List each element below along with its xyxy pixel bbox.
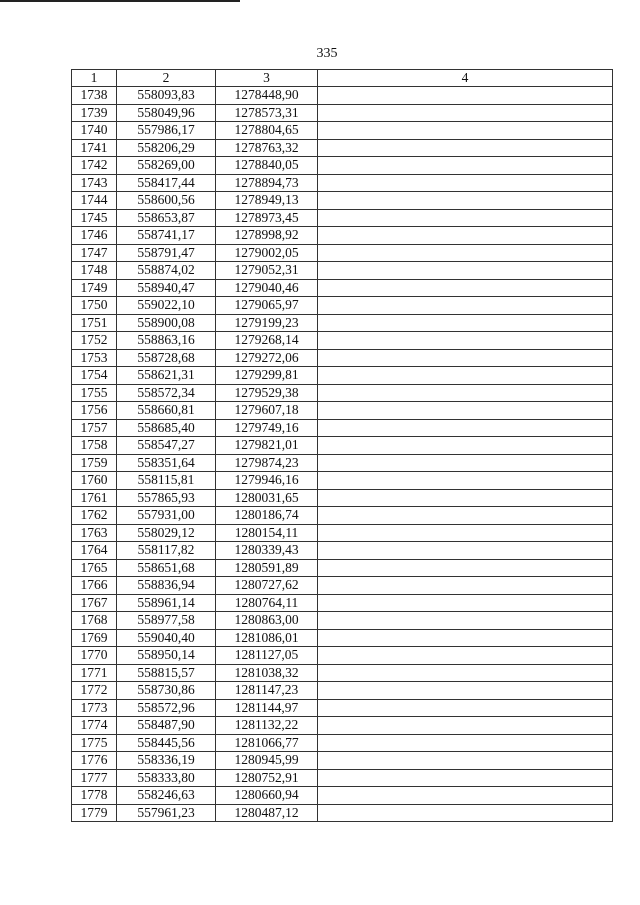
note-cell — [318, 489, 613, 507]
note-cell — [318, 157, 613, 175]
note-cell — [318, 297, 613, 315]
table-row — [72, 419, 613, 437]
column-header-4: 4 — [318, 70, 613, 87]
point-number-cell: 1768 — [72, 612, 117, 630]
note-cell — [318, 577, 613, 595]
note-cell — [318, 752, 613, 770]
point-number-cell: 1743 — [72, 174, 117, 192]
table-row — [72, 594, 613, 612]
table-row — [72, 647, 613, 665]
note-cell — [318, 804, 613, 822]
coordinate-y-cell: 1279002,05 — [216, 244, 318, 262]
table-row — [72, 367, 613, 385]
table-row — [72, 612, 613, 630]
point-number-cell: 1745 — [72, 209, 117, 227]
table-row — [72, 332, 613, 350]
table-row — [72, 769, 613, 787]
coordinate-x-cell: 559040,40 — [117, 629, 216, 647]
coordinate-y-cell: 1280186,74 — [216, 507, 318, 525]
coordinate-y-cell: 1280487,12 — [216, 804, 318, 822]
point-number-cell: 1748 — [72, 262, 117, 280]
note-cell — [318, 367, 613, 385]
note-cell — [318, 332, 613, 350]
point-number-cell: 1774 — [72, 717, 117, 735]
note-cell — [318, 629, 613, 647]
coordinate-x-cell: 558977,58 — [117, 612, 216, 630]
coordinate-y-cell: 1279749,16 — [216, 419, 318, 437]
coordinate-y-cell: 1279821,01 — [216, 437, 318, 455]
column-header-3: 3 — [216, 70, 318, 87]
table-row — [72, 297, 613, 315]
table-row — [72, 717, 613, 735]
coordinate-y-cell: 1281127,05 — [216, 647, 318, 665]
note-cell — [318, 472, 613, 490]
page-number: 335 — [316, 46, 338, 61]
note-cell — [318, 384, 613, 402]
note-cell — [318, 419, 613, 437]
table-row — [72, 542, 613, 560]
coordinate-x-cell: 558728,68 — [117, 349, 216, 367]
note-cell — [318, 104, 613, 122]
coordinate-x-cell: 558961,14 — [117, 594, 216, 612]
note-cell — [318, 769, 613, 787]
coordinate-y-cell: 1281066,77 — [216, 734, 318, 752]
coordinate-x-cell: 558836,94 — [117, 577, 216, 595]
coordinate-y-cell: 1279065,97 — [216, 297, 318, 315]
coordinate-y-cell: 1280863,00 — [216, 612, 318, 630]
table-row — [72, 139, 613, 157]
table-row — [72, 472, 613, 490]
note-cell — [318, 279, 613, 297]
coordinate-x-cell: 558730,86 — [117, 682, 216, 700]
note-cell — [318, 717, 613, 735]
note-cell — [318, 437, 613, 455]
column-header-1: 1 — [72, 70, 117, 87]
point-number-cell: 1772 — [72, 682, 117, 700]
table-row — [72, 664, 613, 682]
coordinate-y-cell: 1279529,38 — [216, 384, 318, 402]
note-cell — [318, 507, 613, 525]
note-cell — [318, 87, 613, 105]
point-number-cell: 1765 — [72, 559, 117, 577]
coordinate-y-cell: 1278998,92 — [216, 227, 318, 245]
table-row — [72, 314, 613, 332]
point-number-cell: 1773 — [72, 699, 117, 717]
table-row — [72, 804, 613, 822]
coordinate-y-cell: 1278840,05 — [216, 157, 318, 175]
table-row — [72, 122, 613, 140]
coordinate-y-cell: 1278448,90 — [216, 87, 318, 105]
coordinate-x-cell: 558572,34 — [117, 384, 216, 402]
coordinate-y-cell: 1280945,99 — [216, 752, 318, 770]
note-cell — [318, 682, 613, 700]
point-number-cell: 1761 — [72, 489, 117, 507]
point-number-cell: 1752 — [72, 332, 117, 350]
table-row — [72, 262, 613, 280]
point-number-cell: 1778 — [72, 787, 117, 805]
top-rule — [0, 0, 240, 2]
table-row — [72, 507, 613, 525]
note-cell — [318, 402, 613, 420]
coordinate-y-cell: 1280154,11 — [216, 524, 318, 542]
note-cell — [318, 244, 613, 262]
coordinate-y-cell: 1280727,62 — [216, 577, 318, 595]
point-number-cell: 1744 — [72, 192, 117, 210]
coordinate-x-cell: 558206,29 — [117, 139, 216, 157]
coordinate-y-cell: 1281147,23 — [216, 682, 318, 700]
coordinate-y-cell: 1278949,13 — [216, 192, 318, 210]
coordinate-y-cell: 1279052,31 — [216, 262, 318, 280]
table-row — [72, 244, 613, 262]
table-row — [72, 349, 613, 367]
coordinate-y-cell: 1279607,18 — [216, 402, 318, 420]
point-number-cell: 1741 — [72, 139, 117, 157]
point-number-cell: 1751 — [72, 314, 117, 332]
column-header-2: 2 — [117, 70, 216, 87]
point-number-cell: 1758 — [72, 437, 117, 455]
coordinate-x-cell: 557931,00 — [117, 507, 216, 525]
coordinate-y-cell: 1279199,23 — [216, 314, 318, 332]
note-cell — [318, 664, 613, 682]
coordinate-y-cell: 1280591,89 — [216, 559, 318, 577]
note-cell — [318, 559, 613, 577]
table-row — [72, 402, 613, 420]
note-cell — [318, 647, 613, 665]
coordinates-table — [71, 69, 613, 822]
coordinate-x-cell: 558029,12 — [117, 524, 216, 542]
table-row — [72, 787, 613, 805]
point-number-cell: 1738 — [72, 87, 117, 105]
table-row — [72, 752, 613, 770]
coordinate-y-cell: 1281038,32 — [216, 664, 318, 682]
table-row — [72, 629, 613, 647]
coordinate-x-cell: 558621,31 — [117, 367, 216, 385]
table-row — [72, 279, 613, 297]
coordinate-y-cell: 1278973,45 — [216, 209, 318, 227]
coordinate-y-cell: 1278763,32 — [216, 139, 318, 157]
coordinate-x-cell: 558900,08 — [117, 314, 216, 332]
table-row — [72, 209, 613, 227]
point-number-cell: 1762 — [72, 507, 117, 525]
coordinate-x-cell: 558049,96 — [117, 104, 216, 122]
note-cell — [318, 734, 613, 752]
coordinate-y-cell: 1280764,11 — [216, 594, 318, 612]
note-cell — [318, 349, 613, 367]
coordinate-x-cell: 558487,90 — [117, 717, 216, 735]
point-number-cell: 1746 — [72, 227, 117, 245]
coordinate-y-cell: 1278573,31 — [216, 104, 318, 122]
coordinate-x-cell: 558351,64 — [117, 454, 216, 472]
point-number-cell: 1775 — [72, 734, 117, 752]
table-row — [72, 559, 613, 577]
coordinate-x-cell: 558269,00 — [117, 157, 216, 175]
coordinate-y-cell: 1281132,22 — [216, 717, 318, 735]
coordinate-y-cell: 1279946,16 — [216, 472, 318, 490]
note-cell — [318, 594, 613, 612]
coordinate-x-cell: 558653,87 — [117, 209, 216, 227]
note-cell — [318, 542, 613, 560]
coordinate-x-cell: 558333,80 — [117, 769, 216, 787]
note-cell — [318, 209, 613, 227]
coordinate-y-cell: 1279272,06 — [216, 349, 318, 367]
table-row — [72, 157, 613, 175]
coordinate-y-cell: 1280031,65 — [216, 489, 318, 507]
coordinate-y-cell: 1280660,94 — [216, 787, 318, 805]
coordinate-x-cell: 558660,81 — [117, 402, 216, 420]
point-number-cell: 1749 — [72, 279, 117, 297]
point-number-cell: 1767 — [72, 594, 117, 612]
coordinate-y-cell: 1281144,97 — [216, 699, 318, 717]
coordinate-x-cell: 558874,02 — [117, 262, 216, 280]
point-number-cell: 1740 — [72, 122, 117, 140]
note-cell — [318, 524, 613, 542]
point-number-cell: 1779 — [72, 804, 117, 822]
coordinate-x-cell: 558547,27 — [117, 437, 216, 455]
note-cell — [318, 262, 613, 280]
note-cell — [318, 699, 613, 717]
coordinate-y-cell: 1281086,01 — [216, 629, 318, 647]
point-number-cell: 1769 — [72, 629, 117, 647]
point-number-cell: 1755 — [72, 384, 117, 402]
point-number-cell: 1742 — [72, 157, 117, 175]
coordinate-x-cell: 558940,47 — [117, 279, 216, 297]
point-number-cell: 1747 — [72, 244, 117, 262]
table-row — [72, 682, 613, 700]
point-number-cell: 1757 — [72, 419, 117, 437]
coordinate-x-cell: 558417,44 — [117, 174, 216, 192]
point-number-cell: 1756 — [72, 402, 117, 420]
point-number-cell: 1763 — [72, 524, 117, 542]
note-cell — [318, 174, 613, 192]
point-number-cell: 1760 — [72, 472, 117, 490]
table-row — [72, 384, 613, 402]
table-row — [72, 454, 613, 472]
point-number-cell: 1754 — [72, 367, 117, 385]
coordinate-x-cell: 558572,96 — [117, 699, 216, 717]
table-row — [72, 87, 613, 105]
coordinate-y-cell: 1280339,43 — [216, 542, 318, 560]
coordinate-x-cell: 557865,93 — [117, 489, 216, 507]
coordinate-x-cell: 558336,19 — [117, 752, 216, 770]
coordinate-x-cell: 558445,56 — [117, 734, 216, 752]
table-row — [72, 104, 613, 122]
note-cell — [318, 454, 613, 472]
table-row — [72, 577, 613, 595]
point-number-cell: 1766 — [72, 577, 117, 595]
note-cell — [318, 139, 613, 157]
coordinate-x-cell: 558950,14 — [117, 647, 216, 665]
coordinate-x-cell: 558246,63 — [117, 787, 216, 805]
coordinate-x-cell: 558115,81 — [117, 472, 216, 490]
coordinate-y-cell: 1280752,91 — [216, 769, 318, 787]
coordinate-y-cell: 1278894,73 — [216, 174, 318, 192]
point-number-cell: 1771 — [72, 664, 117, 682]
table-row — [72, 734, 613, 752]
coordinate-y-cell: 1279874,23 — [216, 454, 318, 472]
table-row — [72, 174, 613, 192]
point-number-cell: 1777 — [72, 769, 117, 787]
coordinate-x-cell: 558093,83 — [117, 87, 216, 105]
table-row — [72, 524, 613, 542]
coordinate-x-cell: 558815,57 — [117, 664, 216, 682]
note-cell — [318, 227, 613, 245]
point-number-cell: 1739 — [72, 104, 117, 122]
table-row — [72, 437, 613, 455]
point-number-cell: 1764 — [72, 542, 117, 560]
coordinate-y-cell: 1279268,14 — [216, 332, 318, 350]
note-cell — [318, 314, 613, 332]
coordinate-x-cell: 558741,17 — [117, 227, 216, 245]
coordinate-x-cell: 558117,82 — [117, 542, 216, 560]
point-number-cell: 1759 — [72, 454, 117, 472]
coordinate-x-cell: 559022,10 — [117, 297, 216, 315]
note-cell — [318, 122, 613, 140]
point-number-cell: 1750 — [72, 297, 117, 315]
coordinate-y-cell: 1278804,65 — [216, 122, 318, 140]
table-row — [72, 699, 613, 717]
coordinate-x-cell: 558863,16 — [117, 332, 216, 350]
table-body — [72, 87, 613, 822]
point-number-cell: 1776 — [72, 752, 117, 770]
coordinate-x-cell: 558685,40 — [117, 419, 216, 437]
table-row — [72, 227, 613, 245]
coordinate-y-cell: 1279040,46 — [216, 279, 318, 297]
point-number-cell: 1753 — [72, 349, 117, 367]
coordinate-x-cell: 557986,17 — [117, 122, 216, 140]
point-number-cell: 1770 — [72, 647, 117, 665]
coordinate-x-cell: 558791,47 — [117, 244, 216, 262]
coordinate-y-cell: 1279299,81 — [216, 367, 318, 385]
note-cell — [318, 612, 613, 630]
table-row — [72, 489, 613, 507]
note-cell — [318, 787, 613, 805]
table-row — [72, 192, 613, 210]
note-cell — [318, 192, 613, 210]
table-header-row — [72, 70, 613, 87]
coordinate-x-cell: 558651,68 — [117, 559, 216, 577]
coordinate-x-cell: 558600,56 — [117, 192, 216, 210]
coordinate-x-cell: 557961,23 — [117, 804, 216, 822]
